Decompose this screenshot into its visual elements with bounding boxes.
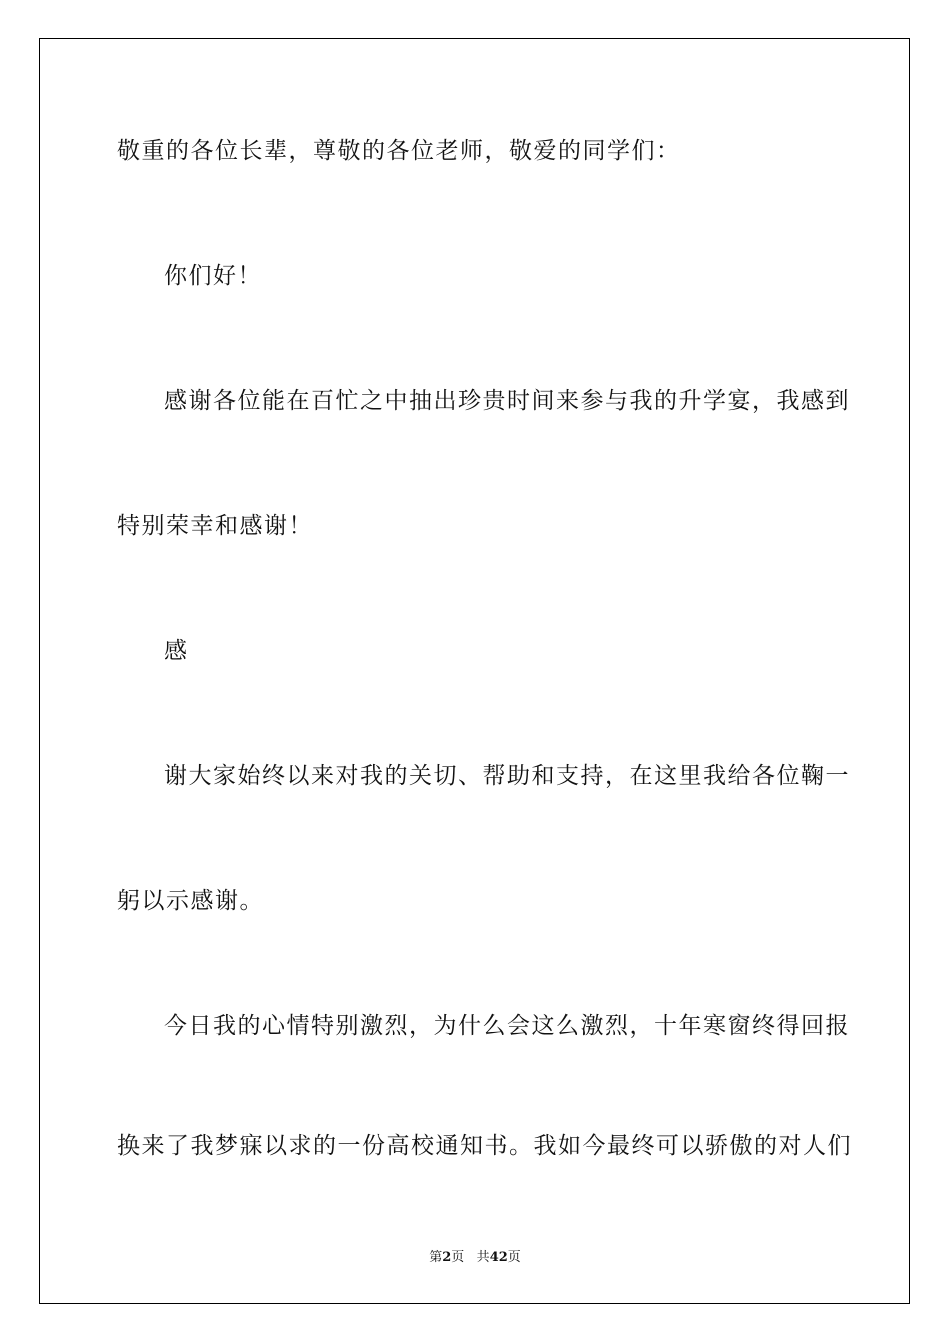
page-suffix: 页: [451, 1250, 465, 1265]
total-suffix: 页: [507, 1250, 521, 1265]
paragraph-line: 今日我的心情特别激烈，为什么会这么激烈，十年寒窗终得回报: [164, 1013, 850, 1039]
paragraph-line: 感谢各位能在百忙之中抽出珍贵时间来参与我的升学宴，我感到: [164, 388, 850, 414]
greeting-line: 你们好！: [164, 263, 262, 289]
page-number: 2: [442, 1250, 452, 1265]
salutation-line: 敬重的各位长辈，尊敬的各位老师，敬爱的同学们：: [117, 138, 681, 164]
paragraph-line: 换来了我梦寐以求的一份高校通知书。我如今最终可以骄傲的对人们: [117, 1133, 852, 1159]
paragraph-line: 感: [164, 638, 189, 664]
paragraph-line: 谢大家始终以来对我的关切、帮助和支持，在这里我给各位鞠一: [164, 763, 850, 789]
paragraph-line: 躬以示感谢。: [117, 888, 264, 914]
total-pages: 42: [489, 1250, 508, 1265]
total-prefix: 共: [476, 1250, 490, 1265]
page-prefix: 第: [429, 1250, 443, 1265]
paragraph-line: 特别荣幸和感谢！: [117, 513, 313, 539]
page-border: [39, 38, 910, 1304]
page-footer: [0, 1246, 950, 1265]
